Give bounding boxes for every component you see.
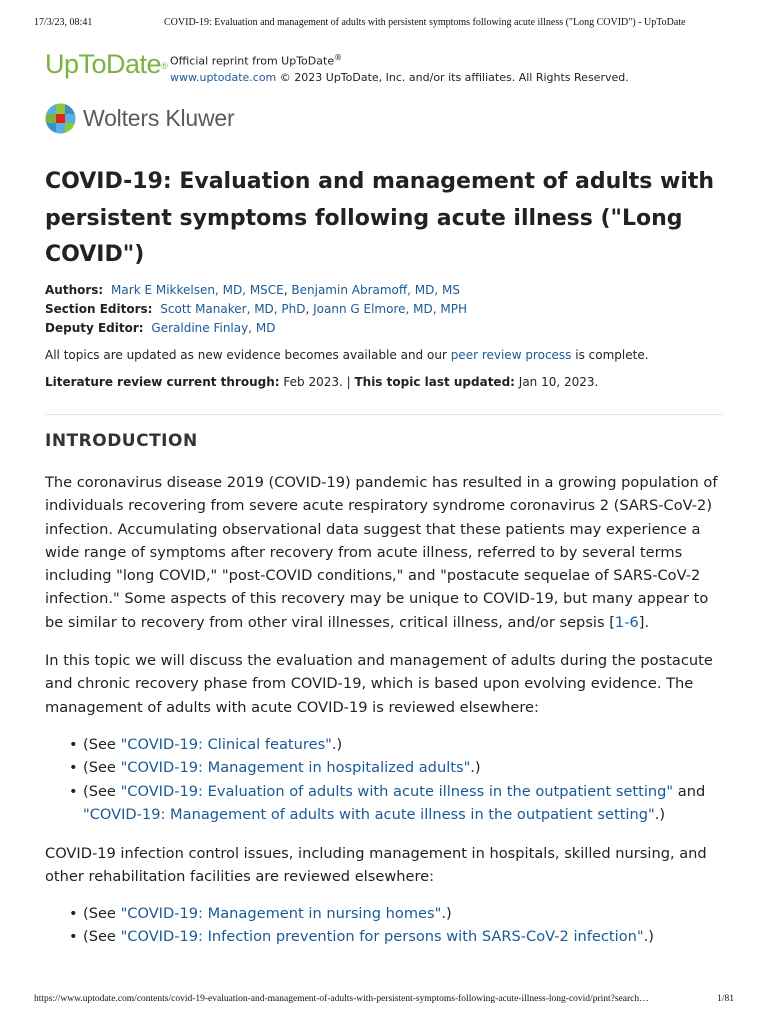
page-number: 1/81 bbox=[717, 994, 734, 1004]
divider bbox=[45, 414, 723, 415]
brand-row bbox=[45, 48, 725, 88]
topic-link[interactable]: "COVID-19: Management in hospitalized adults" bbox=[120, 759, 471, 777]
update-note: All topics are updated as new evidence becomes available and our peer review process is complete. bbox=[45, 348, 649, 362]
intro-paragraph-3: COVID-19 infection control issues, including management in hospitals, skilled nursing, and other rehabilitation facilities are reviewed elsewhere: bbox=[45, 845, 707, 886]
related-topics-list bbox=[45, 733, 725, 826]
list-item: • (See "COVID-19: Management in nursing homes".) bbox=[45, 902, 725, 925]
author-link[interactable]: Mark E Mikkelsen, MD, MSCE bbox=[111, 283, 284, 297]
review-dates bbox=[45, 374, 725, 390]
deputy-editor-link[interactable]: Geraldine Finlay, MD bbox=[151, 321, 276, 335]
section-heading-introduction: INTRODUCTION bbox=[45, 431, 198, 451]
last-updated-label: This topic last updated: bbox=[354, 375, 515, 389]
print-header bbox=[34, 17, 734, 31]
author-link[interactable]: Benjamin Abramoff, MD, MS bbox=[291, 283, 460, 297]
list-item: • (See "COVID-19: Evaluation of adults with acute illness in the outpatient setting" and "COVID-19: Management of adults with acute illness in the outpatient setting".) bbox=[45, 780, 725, 827]
list-item: • (See "COVID-19: Management in hospitalized adults".) bbox=[45, 756, 725, 779]
authors-label: Authors: bbox=[45, 283, 104, 297]
topic-link[interactable]: "COVID-19: Evaluation of adults with acute illness in the outpatient setting" bbox=[120, 782, 674, 800]
section-editor-link[interactable]: Joann G Elmore, MD, MPH bbox=[313, 302, 467, 316]
intro-paragraph-1: The coronavirus disease 2019 (COVID-19) pandemic has resulted in a growing population of individuals recovering from severe acute respiratory syndrome coronavirus 2 (SARS-CoV-2) infection. Accumulating observational data suggest that these patients may experience a wide range of symptoms after recovery from acute illness, referred to by several terms including "long COVID," "post-COVID conditions," and "postacute sequelae of SARS-CoV-2 infection." Some aspects of this recovery may be unique to COVID-19, but many appear to be similar to recovery from other viral illnesses, critical illness, and/or sepsis [1-6]. bbox=[45, 474, 718, 631]
print-footer bbox=[34, 994, 734, 1008]
wolters-kluwer-globe-icon bbox=[45, 103, 76, 134]
lit-review-value: Feb 2023. | bbox=[279, 375, 355, 389]
deputy-editor-line bbox=[45, 320, 725, 336]
publisher-logo bbox=[45, 102, 345, 134]
reprint-notice: Official reprint from UpToDate® www.uptodate.com © 2023 UpToDate, Inc. and/or its affiliates. All Rights Reserved. bbox=[170, 53, 629, 84]
authors-line: Authors: Mark E Mikkelsen, MD, MSCE, Benjamin Abramoff, MD, MS bbox=[45, 283, 460, 297]
deputy-editor-label: Deputy Editor: bbox=[45, 321, 144, 335]
uptodate-site-link[interactable]: www.uptodate.com bbox=[170, 70, 277, 84]
uptodate-logo[interactable]: UpToDate® bbox=[45, 49, 168, 79]
intro-paragraph-2: In this topic we will discuss the evaluation and management of adults during the postacute and chronic recovery phase from COVID-19, which is based upon evolving evidence. The management of adults with acute COVID-19 is reviewed elsewhere: bbox=[45, 652, 713, 716]
article-title: COVID-19: Evaluation and management of adults with persistent symptoms following acute illness ("Long COVID") bbox=[45, 169, 715, 267]
reprint-text: Official reprint from UpToDate bbox=[170, 54, 335, 68]
topic-link[interactable]: "COVID-19: Management of adults with acute illness in the outpatient setting" bbox=[83, 805, 655, 823]
publisher-name: Wolters Kluwer bbox=[83, 105, 235, 131]
peer-review-link[interactable]: peer review process bbox=[450, 348, 572, 362]
section-editor-link[interactable]: Scott Manaker, MD, PhD bbox=[160, 302, 306, 316]
last-updated-value: Jan 10, 2023. bbox=[514, 375, 599, 389]
list-item: • (See "COVID-19: Clinical features".) bbox=[45, 733, 725, 756]
topic-link[interactable]: "COVID-19: Infection prevention for persons with SARS-CoV-2 infection" bbox=[120, 928, 644, 946]
print-page-title: COVID-19: Evaluation and management of adults with persistent symptoms following acute illness ("Long COVID") - UpToDate bbox=[164, 17, 686, 28]
infection-control-list bbox=[45, 902, 725, 949]
print-url: https://www.uptodate.com/contents/covid-19-evaluation-and-management-of-adults-with-persistent-symptoms-following-acute-illness-long-covid/print?search… bbox=[34, 994, 649, 1004]
topic-link[interactable]: "COVID-19: Management in nursing homes" bbox=[120, 905, 442, 922]
topic-link[interactable]: "COVID-19: Clinical features" bbox=[120, 736, 332, 753]
lit-review-label: Literature review current through: bbox=[45, 375, 280, 389]
section-editors-line: Section Editors: Scott Manaker, MD, PhD, Joann G Elmore, MD, MPH bbox=[45, 302, 467, 316]
list-item: • (See "COVID-19: Infection prevention for persons with SARS-CoV-2 infection".) bbox=[45, 925, 725, 948]
print-date: 17/3/23, 08:41 bbox=[34, 17, 93, 28]
section-editors-label: Section Editors: bbox=[45, 302, 153, 316]
copyright-text: © 2023 UpToDate, Inc. and/or its affiliates. All Rights Reserved. bbox=[276, 70, 629, 84]
reference-link[interactable]: 1-6 bbox=[614, 613, 639, 631]
